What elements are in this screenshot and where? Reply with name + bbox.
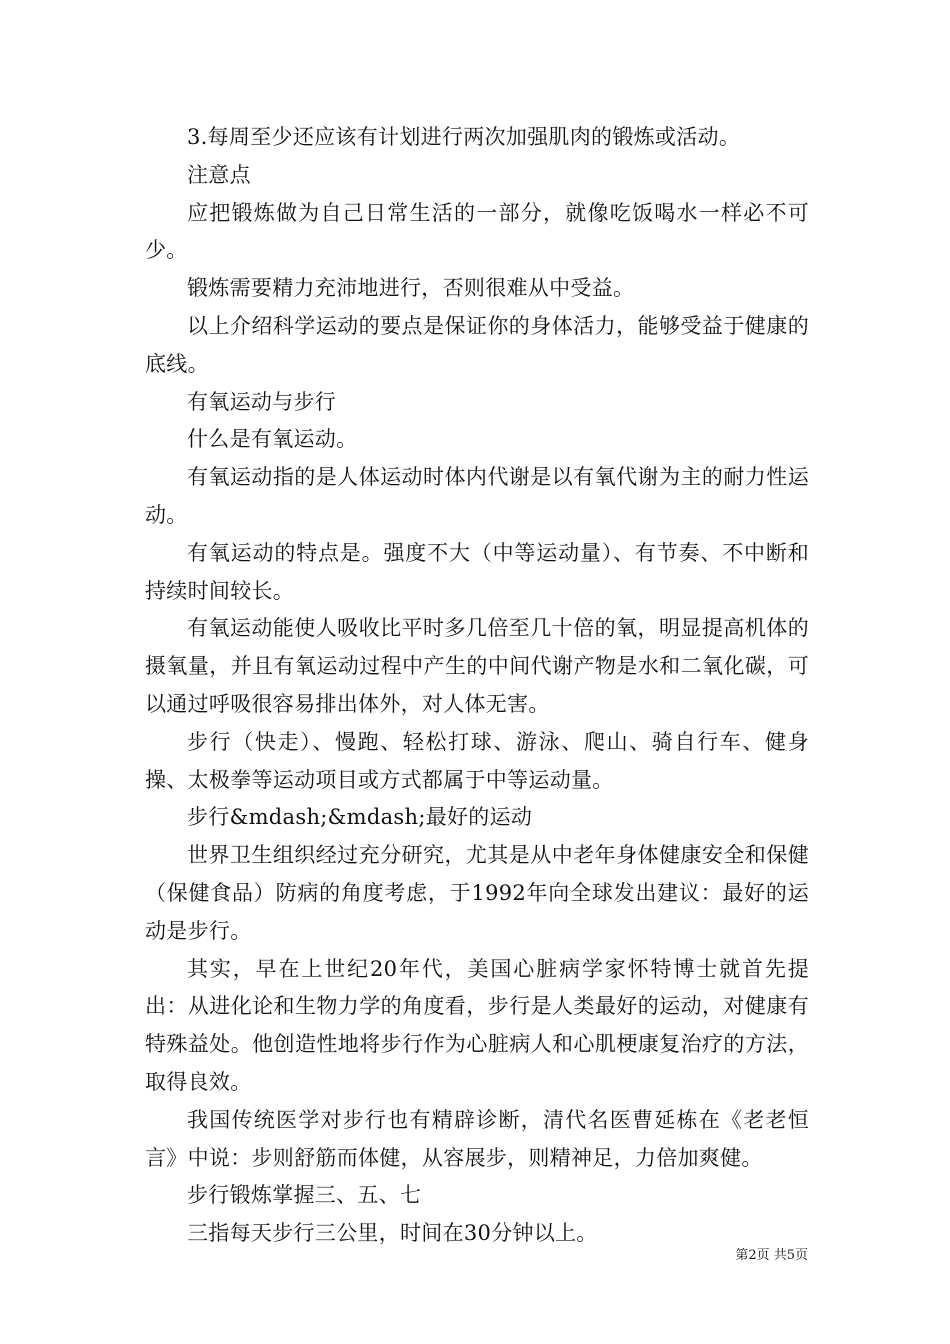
section-heading: 步行&mdash;&mdash;最好的运动 (187, 805, 533, 830)
paragraph: 步行（快走）、慢跑、轻松打球、游泳、爬山、骑自行车、健身操、太极拳等运动项目或方式都属于中等运动量。 (145, 729, 809, 792)
section-heading: 步行锻炼掌握三、五、七 (187, 1183, 422, 1208)
paragraph: 有氧运动能使人吸收比平时多几倍至几十倍的氧，明显提高机体的摄氧量，并且有氧运动过程中产生的中间代谢产物是水和二氧化碳，可以通过呼吸很容易排出体外，对人体无害。 (145, 616, 809, 716)
paragraph: 应把锻炼做为自己日常生活的一部分，就像吃饭喝水一样必不可少。 (145, 200, 809, 263)
paragraph: 我国传统医学对步行也有精辟诊断，清代名医曹延栋在《老老恒言》中说：步则舒筋而体健，从容展步，则精神足，力倍加爽健。 (145, 1107, 809, 1170)
document-body (145, 119, 809, 1253)
paragraph: 其实，早在上世纪20年代，美国心脏病学家怀特博士就首先提出：从进化论和生物力学的角度看，步行是人类最好的运动，对健康有特殊益处。他创造性地将步行作为心脏病人和心肌梗康复治疗的方法，取得良效。 (145, 956, 809, 1094)
page-footer (735, 1248, 808, 1264)
paragraph: 什么是有氧运动。 (187, 427, 358, 452)
page-number: 第2页 共5页 (735, 1248, 808, 1263)
paragraph: 3.每周至少还应该有计划进行两次加强肌肉的锻炼或活动。 (187, 125, 741, 149)
paragraph: 锻炼需要精力充沛地进行，否则很难从中受益。 (187, 276, 635, 301)
paragraph: 以上介绍科学运动的要点是保证你的身体活力，能够受益于健康的底线。 (145, 313, 809, 376)
paragraph: 三指每天步行三公里，时间在30分钟以上。 (187, 1221, 598, 1246)
paragraph: 有氧运动的特点是。强度不大（中等运动量）、有节奏、不中断和持续时间较长。 (145, 540, 809, 603)
paragraph: 世界卫生组织经过充分研究，尤其是从中老年身体健康安全和保健（保健食品）防病的角度考虑，于1992年向全球发出建议：最好的运动是步行。 (145, 843, 809, 943)
section-heading: 注意点 (187, 162, 251, 187)
section-heading: 有氧运动与步行 (187, 389, 337, 414)
paragraph: 有氧运动指的是人体运动时体内代谢是以有氧代谢为主的耐力性运动。 (145, 465, 809, 527)
